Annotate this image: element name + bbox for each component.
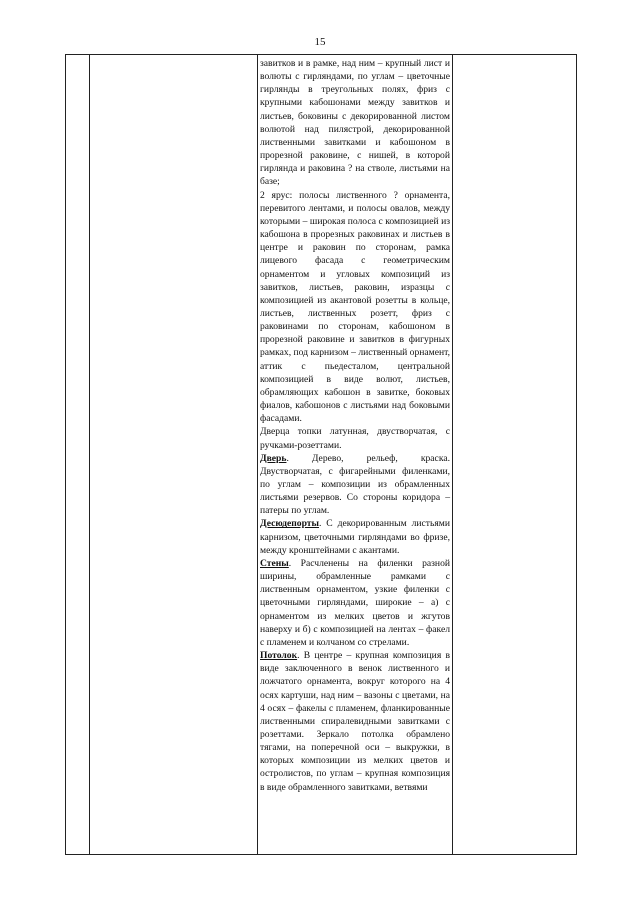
- description-paragraph: [260, 557, 450, 649]
- table-column-notes: [453, 55, 576, 854]
- term-door: Дверь: [260, 452, 287, 464]
- paragraph-text: Дверца топки латунная, двустворчатая, с ручками-розеттами.: [260, 426, 450, 451]
- term-walls: Стены: [260, 557, 289, 569]
- description-cell: [260, 57, 450, 794]
- term-overdoors: Десюдепорты: [260, 518, 319, 530]
- description-paragraph: [260, 452, 450, 518]
- description-paragraph: [260, 57, 450, 189]
- table-column-number: [66, 55, 90, 854]
- inventory-table: [65, 54, 577, 855]
- description-paragraph: [260, 517, 450, 556]
- paragraph-text: 2 ярус: полосы лиственного ? орнамента, перевитого лентами, и полосы овалов, между которыми – широкая полоса с композицией из кабошона в прорезных раковинах и листьев в центре и раковин по сторонам, рамка лицевого фасада с геометрическим орнаментом и угловых композиций из завитков, листьев, раковин, изразцы с композицией из акантовой розетты в кольце, листьев, лиственных розетт, фриз с раковинами по сторонам, кабошоном в прорезной раковине и завитков в фигурных рамках, под карнизом – лиственный орнамент, аттик с пьедесталом, центральной композицией в виде волют, листьев, обрамляющих кабошон в завитке, боковых фиалов, кабошонов с листьями над боковыми фасадами.: [260, 189, 450, 425]
- paragraph-text: . В центре – крупная композиция в виде заключенного в венок лиственного и ложчатого орнамента, вокруг которого на 4 осях картуши, над ним – вазоны с цветами, на 4 осях – факелы с пламенем, фланкированные лиственными спиралевидными завитками с розеттами. Зеркало потолка обрамлено тягами, на поперечной оси – выкружки, в которых композиции из мелких цветов и остролистов, по углам – крупная композиция в виде обрамленного завитками, ветвями: [260, 650, 450, 793]
- table-column-name: [90, 55, 258, 854]
- paragraph-text: . С декорированным листьями карнизом, цветочными гирляндами во фризе, между кронштейнами с акантами.: [260, 518, 450, 556]
- paragraph-text: . Дерево, рельеф, краска. Двустворчатая, с фигарейными филенками, по углам – композиции из обрамленных листьями резервов. Со стороны коридора – патеры по углам.: [260, 452, 450, 517]
- description-paragraph: [260, 425, 450, 451]
- description-paragraph: [260, 649, 450, 794]
- paragraph-text: . Расчленены на филенки разной ширины, обрамленные рамками с лиственным орнаментом, узкие филенки с цветочными гирляндами, широкие – а) с орнаментом из мелких цветов и жгутов наверху и б) с композицией на лентах – факел с пламенем и колчаном со стрелами.: [260, 557, 450, 648]
- description-paragraph: [260, 189, 450, 426]
- page-number: 15: [314, 36, 326, 48]
- term-ceiling: Потолок: [260, 650, 298, 662]
- paragraph-text: завитков и в рамке, над ним – крупный лист и волюты с гирляндами, по углам – цветочные гирлянды в треугольных полях, фриз с крупными кабошонами между завитков и листьев, боковины с декорированной листом волютой над пилястрой, декорированной лиственными завитками и кабошоном в прорезной раковине, с нишей, в которой гирлянда и раковина ? на стволе, листьями на базе;: [260, 58, 450, 188]
